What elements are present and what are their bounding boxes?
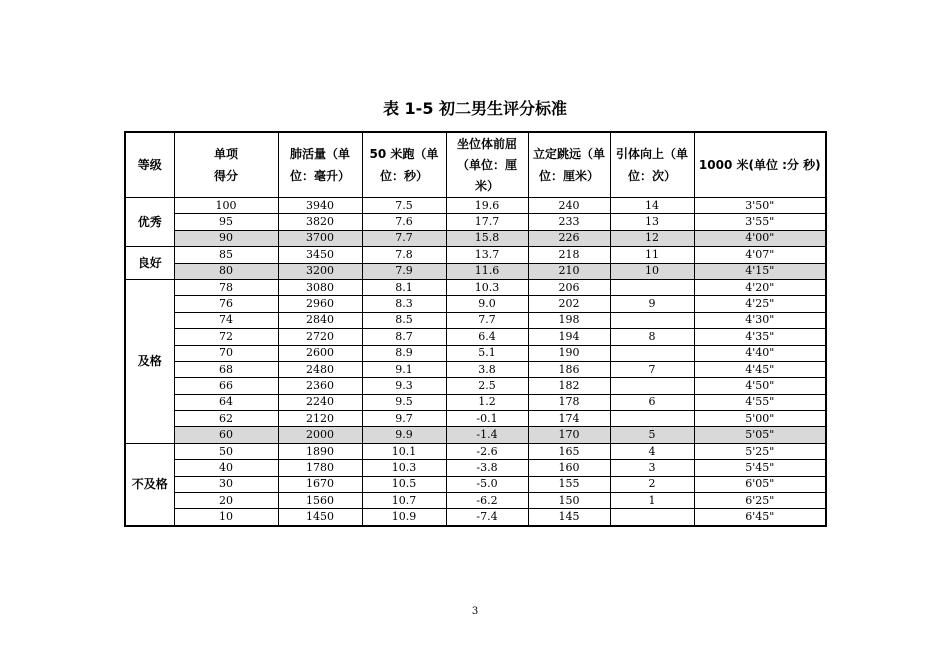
pull-up-cell: 2	[610, 476, 694, 492]
sit-and-reach-cell: 13.7	[446, 247, 528, 263]
sprint-50m-cell: 7.9	[362, 263, 446, 279]
table-row	[125, 329, 826, 345]
run-1000m-cell: 4'30"	[694, 312, 826, 328]
pull-up-cell: 1	[610, 493, 694, 509]
long-jump-cell: 240	[528, 198, 610, 214]
run-1000m-cell: 6'05"	[694, 476, 826, 492]
run-1000m-cell: 5'05"	[694, 427, 826, 443]
score-cell: 66	[174, 378, 278, 394]
sprint-50m-cell: 9.3	[362, 378, 446, 394]
run-1000m-cell: 4'15"	[694, 263, 826, 279]
lung-capacity-cell: 3700	[278, 230, 362, 246]
sit-and-reach-cell: -6.2	[446, 493, 528, 509]
pull-up-cell: 10	[610, 263, 694, 279]
score-cell: 72	[174, 329, 278, 345]
header-1000m-run: 1000 米(单位 :分 秒)	[694, 132, 826, 198]
run-1000m-cell: 4'40"	[694, 345, 826, 361]
lung-capacity-cell: 2000	[278, 427, 362, 443]
table-row	[125, 198, 826, 214]
table-row	[125, 493, 826, 509]
sprint-50m-cell: 10.3	[362, 460, 446, 476]
header-grade: 等级	[125, 132, 174, 198]
sit-and-reach-cell: 6.4	[446, 329, 528, 345]
table-row	[125, 247, 826, 263]
sit-and-reach-cell: 7.7	[446, 312, 528, 328]
header-standing-long-jump: 立定跳远（单位：厘米）	[528, 132, 610, 198]
sit-and-reach-cell: 19.6	[446, 198, 528, 214]
lung-capacity-cell: 3200	[278, 263, 362, 279]
pull-up-cell: 11	[610, 247, 694, 263]
sit-and-reach-cell: -0.1	[446, 411, 528, 427]
sit-and-reach-cell: -7.4	[446, 509, 528, 526]
long-jump-cell: 165	[528, 443, 610, 459]
sprint-50m-cell: 9.5	[362, 394, 446, 410]
pull-up-cell: 6	[610, 394, 694, 410]
lung-capacity-cell: 2240	[278, 394, 362, 410]
table-title: 表 1-5 初二男生评分标准	[382, 99, 568, 118]
lung-capacity-cell: 2840	[278, 312, 362, 328]
sit-and-reach-cell: -1.4	[446, 427, 528, 443]
lung-capacity-cell: 1450	[278, 509, 362, 526]
lung-capacity-cell: 1670	[278, 476, 362, 492]
lung-capacity-cell: 2120	[278, 411, 362, 427]
run-1000m-cell: 4'00"	[694, 230, 826, 246]
pull-up-cell	[610, 312, 694, 328]
long-jump-cell: 155	[528, 476, 610, 492]
run-1000m-cell: 6'45"	[694, 509, 826, 526]
score-cell: 78	[174, 279, 278, 295]
run-1000m-cell: 4'55"	[694, 394, 826, 410]
header-score: 单项得分	[174, 132, 278, 198]
pull-up-cell: 14	[610, 198, 694, 214]
pull-up-cell	[610, 279, 694, 295]
score-cell: 60	[174, 427, 278, 443]
sprint-50m-cell: 8.9	[362, 345, 446, 361]
score-cell: 80	[174, 263, 278, 279]
grade-cell-excellent: 优秀	[125, 198, 174, 247]
sit-and-reach-cell: -5.0	[446, 476, 528, 492]
long-jump-cell: 160	[528, 460, 610, 476]
score-cell: 74	[174, 312, 278, 328]
sprint-50m-cell: 8.3	[362, 296, 446, 312]
table-row	[125, 394, 826, 410]
score-cell: 70	[174, 345, 278, 361]
lung-capacity-cell: 1560	[278, 493, 362, 509]
pull-up-cell	[610, 509, 694, 526]
sit-and-reach-cell: 2.5	[446, 378, 528, 394]
table-row	[125, 378, 826, 394]
grade-cell-good: 良好	[125, 247, 174, 280]
score-cell: 20	[174, 493, 278, 509]
sprint-50m-cell: 9.1	[362, 361, 446, 377]
grade-cell-pass: 及格	[125, 279, 174, 443]
sprint-50m-cell: 9.9	[362, 427, 446, 443]
long-jump-cell: 178	[528, 394, 610, 410]
sprint-50m-cell: 10.9	[362, 509, 446, 526]
long-jump-cell: 145	[528, 509, 610, 526]
sit-and-reach-cell: -2.6	[446, 443, 528, 459]
pull-up-cell: 3	[610, 460, 694, 476]
sit-and-reach-cell: 17.7	[446, 214, 528, 230]
table-row	[125, 312, 826, 328]
score-cell: 10	[174, 509, 278, 526]
long-jump-cell: 202	[528, 296, 610, 312]
pull-up-cell: 12	[610, 230, 694, 246]
table-row	[125, 214, 826, 230]
run-1000m-cell: 4'45"	[694, 361, 826, 377]
lung-capacity-cell: 3940	[278, 198, 362, 214]
sprint-50m-cell: 8.1	[362, 279, 446, 295]
score-cell: 76	[174, 296, 278, 312]
header-50m-sprint: 50 米跑（单位：秒）	[362, 132, 446, 198]
run-1000m-cell: 5'25"	[694, 443, 826, 459]
run-1000m-cell: 4'07"	[694, 247, 826, 263]
pull-up-cell: 4	[610, 443, 694, 459]
table-row	[125, 411, 826, 427]
table-row	[125, 230, 826, 246]
long-jump-cell: 182	[528, 378, 610, 394]
run-1000m-cell: 5'00"	[694, 411, 826, 427]
table-row	[125, 296, 826, 312]
long-jump-cell: 233	[528, 214, 610, 230]
sprint-50m-cell: 7.8	[362, 247, 446, 263]
lung-capacity-cell: 2720	[278, 329, 362, 345]
long-jump-cell: 218	[528, 247, 610, 263]
run-1000m-cell: 3'50"	[694, 198, 826, 214]
table-row	[125, 427, 826, 443]
table-row	[125, 509, 826, 526]
sprint-50m-cell: 8.5	[362, 312, 446, 328]
lung-capacity-cell: 1890	[278, 443, 362, 459]
long-jump-cell: 170	[528, 427, 610, 443]
table-row	[125, 263, 826, 279]
header-pull-up: 引体向上（单位：次）	[610, 132, 694, 198]
sit-and-reach-cell: 15.8	[446, 230, 528, 246]
score-cell: 85	[174, 247, 278, 263]
long-jump-cell: 210	[528, 263, 610, 279]
long-jump-cell: 174	[528, 411, 610, 427]
table-row	[125, 361, 826, 377]
pull-up-cell: 8	[610, 329, 694, 345]
run-1000m-cell: 4'35"	[694, 329, 826, 345]
pull-up-cell: 5	[610, 427, 694, 443]
run-1000m-cell: 3'55"	[694, 214, 826, 230]
score-cell: 64	[174, 394, 278, 410]
table-row	[125, 460, 826, 476]
score-cell: 95	[174, 214, 278, 230]
sit-and-reach-cell: 11.6	[446, 263, 528, 279]
long-jump-cell: 198	[528, 312, 610, 328]
run-1000m-cell: 4'20"	[694, 279, 826, 295]
score-cell: 40	[174, 460, 278, 476]
header-row	[125, 132, 826, 198]
pull-up-cell	[610, 378, 694, 394]
score-table	[124, 131, 827, 527]
lung-capacity-cell: 2360	[278, 378, 362, 394]
run-1000m-cell: 6'25"	[694, 493, 826, 509]
lung-capacity-cell: 2960	[278, 296, 362, 312]
lung-capacity-cell: 3820	[278, 214, 362, 230]
score-cell: 68	[174, 361, 278, 377]
sprint-50m-cell: 10.1	[362, 443, 446, 459]
pull-up-cell: 9	[610, 296, 694, 312]
run-1000m-cell: 4'25"	[694, 296, 826, 312]
sit-and-reach-cell: 3.8	[446, 361, 528, 377]
long-jump-cell: 186	[528, 361, 610, 377]
long-jump-cell: 194	[528, 329, 610, 345]
table-row	[125, 345, 826, 361]
sit-and-reach-cell: 9.0	[446, 296, 528, 312]
lung-capacity-cell: 2600	[278, 345, 362, 361]
sprint-50m-cell: 7.5	[362, 198, 446, 214]
sprint-50m-cell: 10.5	[362, 476, 446, 492]
long-jump-cell: 206	[528, 279, 610, 295]
sprint-50m-cell: 9.7	[362, 411, 446, 427]
long-jump-cell: 190	[528, 345, 610, 361]
lung-capacity-cell: 2480	[278, 361, 362, 377]
pull-up-cell	[610, 345, 694, 361]
table-row	[125, 279, 826, 295]
score-cell: 50	[174, 443, 278, 459]
run-1000m-cell: 4'50"	[694, 378, 826, 394]
score-cell: 62	[174, 411, 278, 427]
run-1000m-cell: 5'45"	[694, 460, 826, 476]
sprint-50m-cell: 7.7	[362, 230, 446, 246]
sit-and-reach-cell: 10.3	[446, 279, 528, 295]
pull-up-cell	[610, 411, 694, 427]
sit-and-reach-cell: -3.8	[446, 460, 528, 476]
score-cell: 90	[174, 230, 278, 246]
score-cell: 100	[174, 198, 278, 214]
score-cell: 30	[174, 476, 278, 492]
long-jump-cell: 226	[528, 230, 610, 246]
table-row	[125, 476, 826, 492]
page-number: 3	[471, 606, 479, 617]
sit-and-reach-cell: 5.1	[446, 345, 528, 361]
lung-capacity-cell: 1780	[278, 460, 362, 476]
sprint-50m-cell: 10.7	[362, 493, 446, 509]
score-table-body	[125, 198, 826, 526]
lung-capacity-cell: 3450	[278, 247, 362, 263]
sprint-50m-cell: 7.6	[362, 214, 446, 230]
header-lung-capacity: 肺活量（单位：毫升）	[278, 132, 362, 198]
pull-up-cell: 7	[610, 361, 694, 377]
header-sit-and-reach: 坐位体前屈（单位：厘米）	[446, 132, 528, 198]
sprint-50m-cell: 8.7	[362, 329, 446, 345]
table-row	[125, 443, 826, 459]
grade-cell-fail: 不及格	[125, 443, 174, 525]
lung-capacity-cell: 3080	[278, 279, 362, 295]
sit-and-reach-cell: 1.2	[446, 394, 528, 410]
pull-up-cell: 13	[610, 214, 694, 230]
long-jump-cell: 150	[528, 493, 610, 509]
